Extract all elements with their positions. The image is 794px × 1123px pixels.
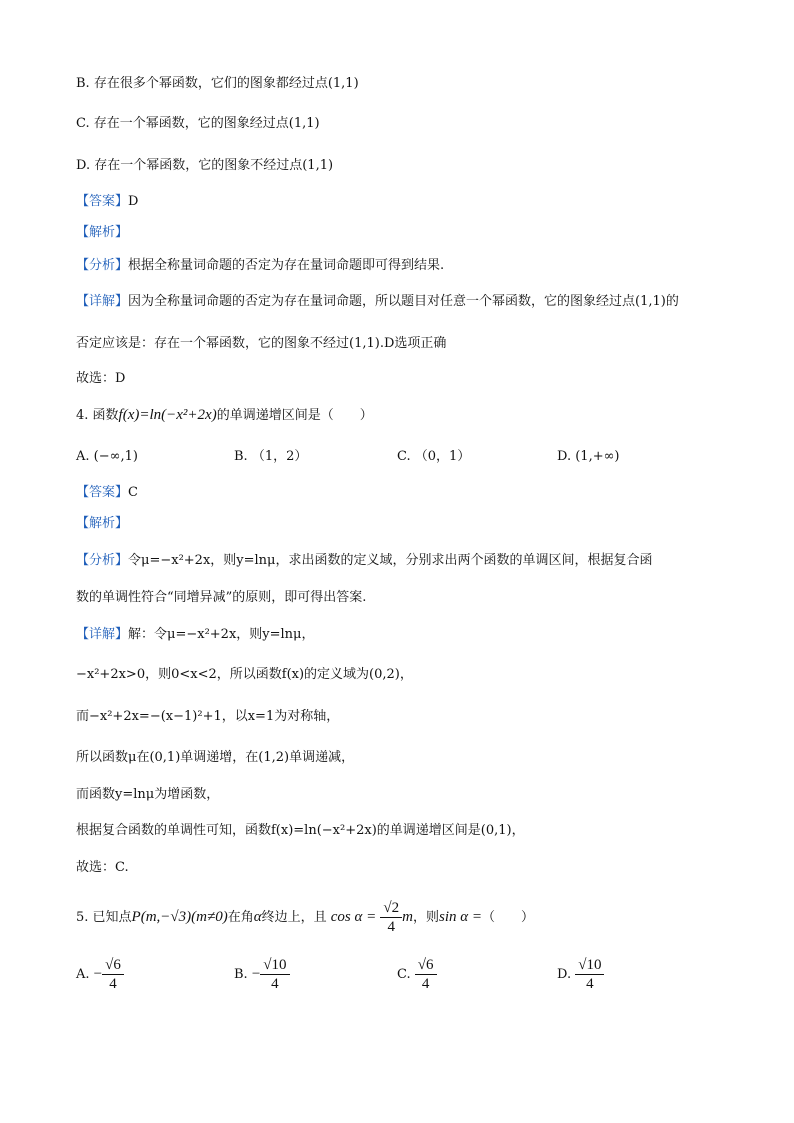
- q5-cos-den: 4: [387, 919, 395, 935]
- q5-alpha: α: [253, 909, 262, 925]
- fenxi-tag: 【分析】: [76, 553, 129, 568]
- option-den: 4: [271, 976, 279, 992]
- q4-conclusion: 故选：C.: [76, 860, 129, 875]
- option-sign: −: [93, 966, 103, 982]
- q5-option-d: [557, 956, 604, 993]
- q4-jiexi-tag: 【解析】: [76, 516, 129, 531]
- q5-cos-left: cos α =: [330, 909, 377, 925]
- q5-stem: [76, 897, 534, 938]
- q5-point: P(m,−√3): [131, 909, 192, 925]
- option-den: 4: [586, 976, 594, 992]
- fenxi-text: 根据全称量词命题的否定为存在量词命题即可得到结果.: [128, 258, 445, 273]
- q4-option-a: A. (−∞,1): [76, 449, 138, 464]
- q4-xiangjie-line4: 所以函数μ在(0,1)单调递增，在(1,2)单调递减，: [76, 750, 355, 765]
- q4-stem-prefix: 4. 函数: [76, 408, 119, 423]
- option-num: √10: [260, 956, 289, 975]
- option-num: √6: [102, 956, 124, 975]
- q5-option-b: [234, 956, 290, 993]
- q5-stem-e: （ ）: [482, 910, 535, 925]
- option-label: D.: [557, 967, 572, 982]
- q4-xiangjie-line1: [76, 625, 315, 645]
- q5-cos-fraction: [380, 899, 402, 936]
- option-fraction: [102, 956, 124, 993]
- q3-answer: [76, 192, 138, 212]
- q4-xiangjie-line2: −x²+2x>0，则0<x<2，所以函数f(x)的定义域为(0,2)，: [76, 667, 413, 682]
- q4-fenxi-line2: 数的单调性符合“同增异减”的原则，即可得出答案.: [76, 590, 367, 605]
- q4-stem-suffix: 的单调递增区间是（ ）: [216, 408, 373, 423]
- option-fraction: [260, 956, 289, 993]
- q5-cos-num: √2: [380, 899, 402, 918]
- q3-option-d: D. 存在一个幂函数，它的图象不经过点(1,1): [76, 158, 334, 173]
- q5-option-c: [397, 956, 437, 993]
- q5-option-a: [76, 956, 124, 993]
- q4-stem-formula: f(x)=ln(−x²+2x): [118, 407, 217, 423]
- q4-xiangjie-line5: 而函数y=lnμ为增函数，: [76, 787, 220, 802]
- q4-option-d: D. (1,+∞): [557, 449, 620, 464]
- option-sign: −: [251, 966, 261, 982]
- q4-stem: [76, 405, 373, 426]
- q5-condition: (m≠0): [191, 909, 228, 925]
- q4-xiangjie-line6: 根据复合函数的单调性可知，函数f(x)=ln(−x²+2x)的单调递增区间是(0,1)，: [76, 823, 525, 838]
- option-label: B.: [234, 967, 248, 982]
- fenxi-tag: 【分析】: [76, 258, 129, 273]
- q5-stem-a: 5. 已知点: [76, 910, 132, 925]
- answer-tag: 【答案】: [76, 194, 129, 209]
- option-fraction: [415, 956, 437, 993]
- answer-tag: 【答案】: [76, 485, 129, 500]
- q5-stem-d: ，则: [412, 910, 439, 925]
- q3-option-b: B. 存在很多个幂函数，它们的图象都经过点(1,1): [76, 76, 359, 91]
- option-fraction: [575, 956, 604, 993]
- q5-stem-b: 在角: [227, 910, 254, 925]
- q3-conclusion: 故选：D: [76, 371, 126, 386]
- option-den: 4: [421, 976, 430, 992]
- q4-xiangjie-line3: 而−x²+2x=−(x−1)²+1，以x=1为对称轴，: [76, 709, 340, 724]
- option-label: C.: [397, 967, 411, 982]
- q3-jiexi-tag: 【解析】: [76, 225, 129, 240]
- q5-sin-left: sin α =: [438, 909, 482, 925]
- xiangjie-tag: 【详解】: [76, 294, 129, 309]
- q4-fenxi-line1: [76, 551, 653, 571]
- q4-answer: [76, 483, 138, 503]
- q3-xiangjie-line1: [76, 292, 679, 312]
- xiangjie-text: 因为全称量词命题的否定为存在量词命题，所以题目对任意一个幂函数，它的图象经过点(1,1)的: [128, 294, 679, 309]
- q5-stem-c: 终边上，且: [261, 910, 327, 925]
- option-label: A.: [76, 967, 90, 982]
- fenxi-text: 令μ=−x²+2x，则y=lnμ，求出函数的定义域，分别求出两个函数的单调区间，根据复合函: [128, 553, 653, 568]
- option-num: √10: [575, 956, 604, 975]
- xiangjie-tag: 【详解】: [76, 627, 129, 642]
- q4-option-b: B. （1，2）: [234, 449, 308, 464]
- q5-cos-m: m: [402, 909, 413, 925]
- q3-xiangjie-line2: 否定应该是：存在一个幂函数，它的图象不经过(1,1).D选项正确: [76, 336, 447, 351]
- answer-value: C: [128, 485, 138, 500]
- option-den: 4: [109, 976, 117, 992]
- answer-value: D: [128, 194, 139, 209]
- q3-option-c: C. 存在一个幂函数，它的图象经过点(1,1): [76, 116, 320, 131]
- q3-fenxi: [76, 256, 444, 276]
- xiangjie-text: 解：令μ=−x²+2x，则y=lnμ，: [128, 627, 315, 642]
- option-num: √6: [415, 956, 437, 975]
- q4-option-c: C. （0，1）: [397, 449, 471, 464]
